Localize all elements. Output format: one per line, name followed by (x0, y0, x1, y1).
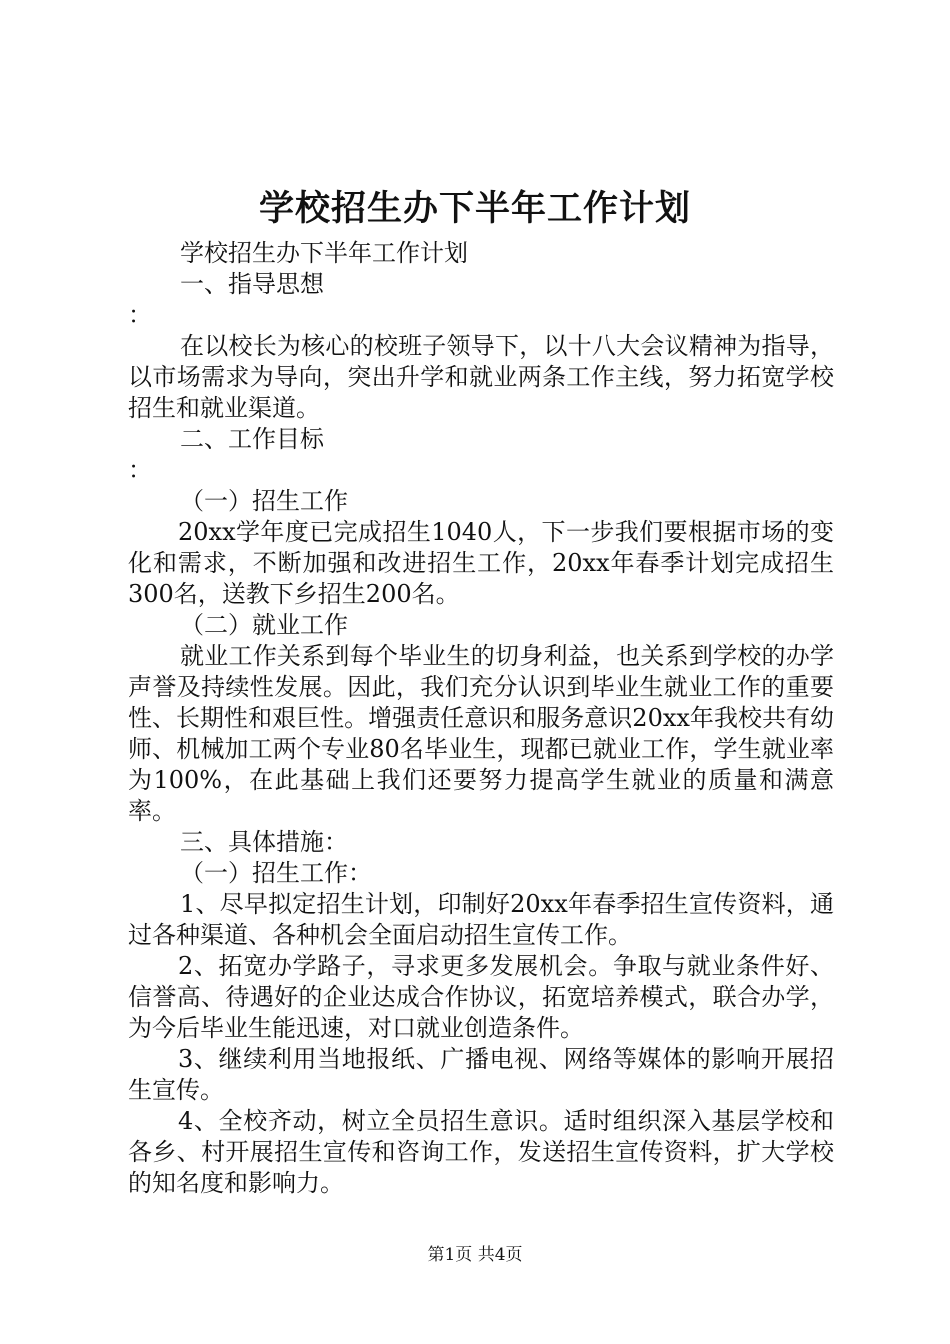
colon-line: ： (128, 456, 152, 484)
section-heading-work-goals: 二、工作目标 (180, 425, 324, 453)
paragraph-subtitle: 学校招生办下半年工作计划 (180, 239, 468, 267)
paragraph-guiding-thought: 在以校长为核心的校班子领导下，以十八大会议精神为指导，以市场需求为导向，突出升学和就业两条工作主线，努力拓宽学校招生和就业渠道。 (128, 332, 834, 422)
section-heading-guiding-thought: 一、指导思想 (180, 270, 324, 298)
paragraph-measure-3: 3、继续利用当地报纸、广播电视、网络等媒体的影响开展招生宣传。 (128, 1045, 834, 1104)
paragraph-employment-goals: 就业工作关系到每个毕业生的切身利益，也关系到学校的办学声誉及持续性发展。因此，我们充分认识到毕业生就业工作的重要性、长期性和艰巨性。增强责任意识和服务意识20xx年我校共有幼师、机械加工两个专业80名毕业生，现都已就业工作，学生就业率为100%，在此基础上我们还要努力提高学生就业的质量和满意率。 (128, 642, 834, 825)
subheading-enrollment-work: （一）招生工作 (180, 487, 348, 515)
document-title: 学校招生办下半年工作计划 (258, 188, 691, 229)
subheading-enrollment-measures: （一）招生工作： (180, 859, 372, 887)
paragraph-measure-4: 4、全校齐动，树立全员招生意识。适时组织深入基层学校和各乡、村开展招生宣传和咨询工作，发送招生宣传资料，扩大学校的知名度和影响力。 (128, 1107, 834, 1197)
paragraph-measure-2: 2、拓宽办学路子，寻求更多发展机会。争取与就业条件好、信誉高、待遇好的企业达成合作协议，拓宽培养模式，联合办学，为今后毕业生能迅速，对口就业创造条件。 (128, 952, 834, 1042)
section-heading-measures: 三、具体措施： (180, 828, 348, 856)
document-body (128, 238, 834, 1199)
subheading-employment-work: （二）就业工作 (180, 611, 348, 639)
paragraph-measure-1: 1、尽早拟定招生计划，印制好20xx年春季招生宣传资料，通过各种渠道、各种机会全面启动招生宣传工作。 (128, 890, 834, 949)
paragraph-enrollment-goals: 20xx学年度已完成招生1040人，下一步我们要根据市场的变化和需求，不断加强和改进招生工作，20xx年春季计划完成招生300名，送教下乡招生200名。 (128, 518, 834, 608)
colon-line: ： (128, 301, 152, 329)
page-footer: 第1页 共4页 (427, 1245, 523, 1265)
